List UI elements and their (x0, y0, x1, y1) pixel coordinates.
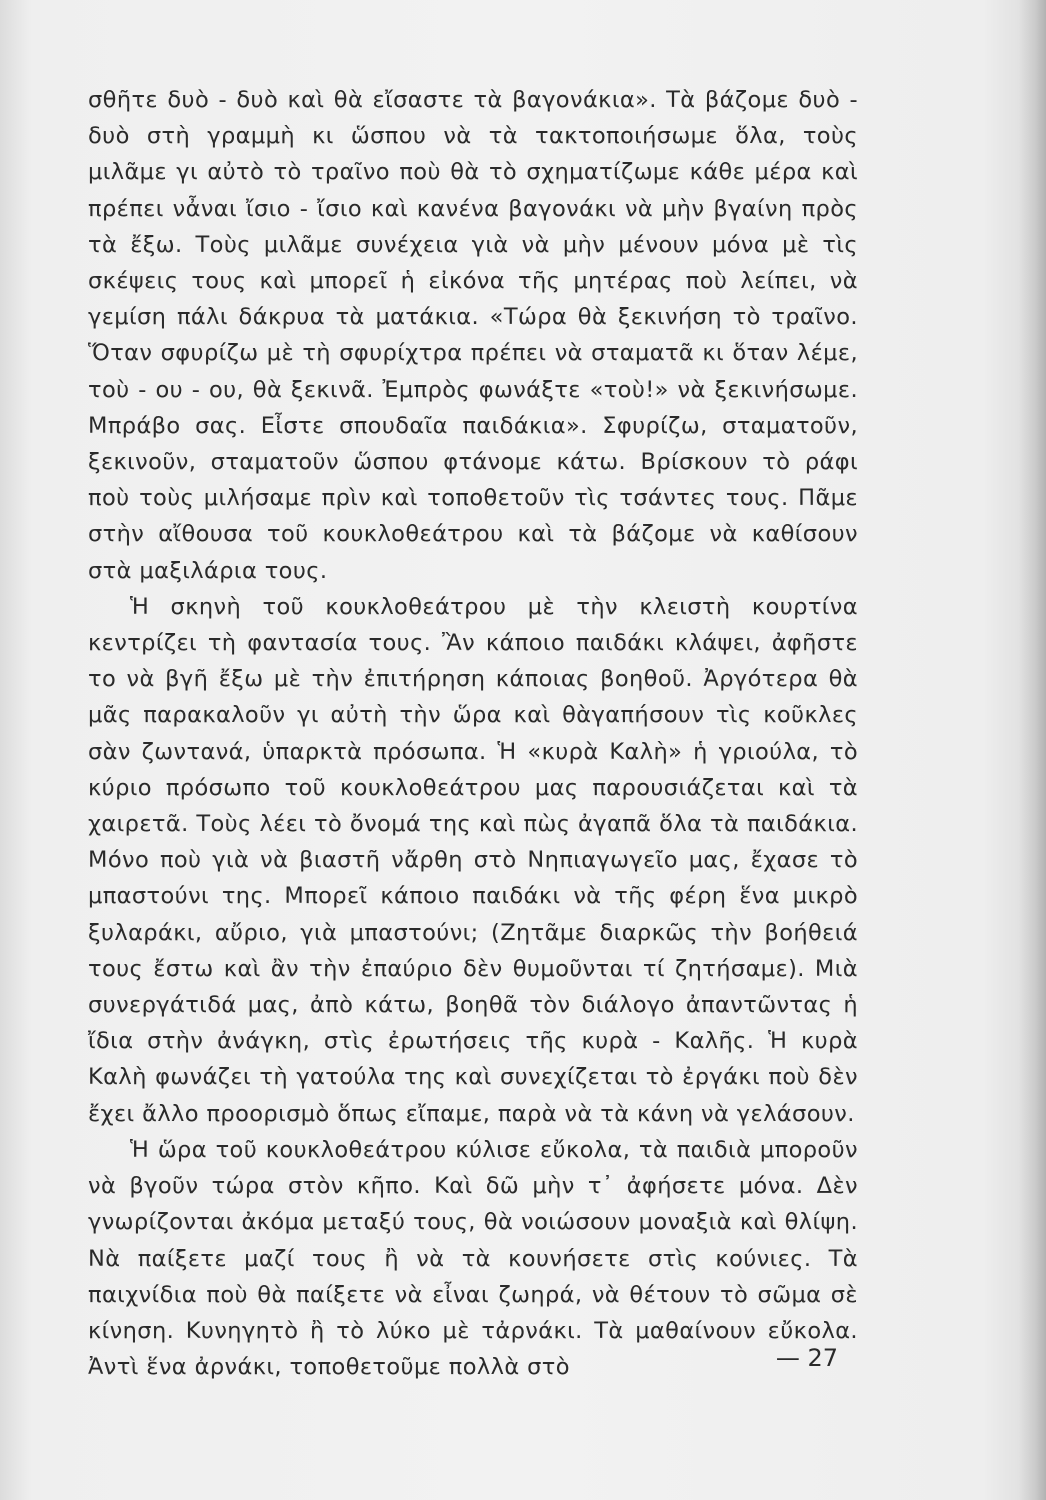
body-text (88, 82, 858, 1385)
paragraph-2: Ἡ σκηνὴ τοῦ κουκλοθεάτρου μὲ τὴν κλειστὴ κουρτίνα κεντρίζει τὴ φαντασία τους. Ἂν κάποιο παιδάκι κλάψει, ἀφῆστε το νὰ βγῆ ἔξω μὲ τὴν ἐπιτήρηση κάποιας βοηθοῦ. Ἀργότερα θὰ μᾶς παρακαλοῦν γι αὐτὴ τὴν ὥρα καὶ θὰγαπήσουν τὶς κοῦκλες σὰν ζωντανά, ὑπαρκτὰ πρόσωπα. Ἡ «κυρὰ Καλὴ» ἡ γριούλα, τὸ κύριο πρόσωπο τοῦ κουκλοθεάτρου μας παρουσιάζεται καὶ τὰ χαιρετᾶ. Τοὺς λέει τὸ ὄνομά της καὶ πὼς ἀγαπᾶ ὅλα τὰ παιδάκια. Μόνο ποὺ γιὰ νὰ βιαστῆ νἄρθη στὸ Νηπιαγωγεῖο μας, ἔχασε τὸ μπαστούνι της. Μπορεῖ κάποιο παιδάκι νὰ τῆς φέρη ἕνα μικρὸ ξυλαράκι, αὔριο, γιὰ μπαστούνι; (Ζητᾶμε διαρκῶς τὴν βοήθειά τους ἔστω καὶ ἂν τὴν ἐπαύριο δὲν θυμοῦνται τί ζητήσαμε). Μιὰ συνεργάτιδά μας, ἀπὸ κάτω, βοηθᾶ τὸν διάλογο ἀπαντῶντας ἡ ἴδια στὴν ἀνάγκη, στὶς ἐρωτήσεις τῆς κυρὰ - Καλῆς. Ἡ κυρὰ Καλὴ φωνάζει τὴ γατούλα της καὶ συνεχίζεται τὸ ἐργάκι ποὺ δὲν ἔχει ἄλλο προορισμὸ ὅπως εἴπαμε, παρὰ νὰ τὰ κάνη νὰ γελάσουν. (88, 593, 858, 1127)
paragraph-3: Ἡ ὥρα τοῦ κουκλοθεάτρου κύλισε εὔκολα, τὰ παιδιὰ μποροῦν νὰ βγοῦν τώρα στὸν κῆπο. Καὶ δῶ μὴν τ᾽ ἀφήσετε μόνα. Δὲν γνωρίζονται ἀκόμα μεταξύ τους, θὰ νοιώσουν μοναξιὰ καὶ θλίψη. Νὰ παίξετε μαζί τους ἢ νὰ τὰ κουνήσετε στὶς κούνιες. Τὰ παιχνίδια ποὺ θὰ παίξετε νὰ εἶναι ζωηρά, νὰ θέτουν τὸ σῶμα σὲ κίνηση. Κυνηγητὸ ἢ τὸ λύκο μὲ τἀρνάκι. Τὰ μαθαίνουν εὔκολα. Ἀντὶ ἕνα ἀρνάκι, τοποθετοῦμε πολλὰ στὸ (88, 1136, 858, 1381)
paragraph-1: σθῆτε δυὸ - δυὸ καὶ θὰ εἴσαστε τὰ βαγονάκια». Τὰ βάζομε δυὸ - δυὸ στὴ γραμμὴ κι ὥσπου νὰ τὰ τακτοποιήσωμε ὅλα, τοὺς μιλᾶμε γι αὐτὸ τὸ τραῖνο ποὺ θὰ τὸ σχηματίζωμε κάθε μέρα καὶ πρέπει νἆναι ἴσιο - ἴσιο καὶ κανένα βαγονάκι νὰ μὴν βγαίνη πρὸς τὰ ἔξω. Τοὺς μιλᾶμε συνέχεια γιὰ νὰ μὴν μένουν μόνα μὲ τὶς σκέψεις τους καὶ μπορεῖ ἡ εἰκόνα τῆς μητέρας ποὺ λείπει, νὰ γεμίση πάλι δάκρυα τὰ ματάκια. «Τώρα θὰ ξεκινήση τὸ τραῖνο. Ὅταν σφυρίζω μὲ τὴ σφυρίχτρα πρέπει νὰ σταματᾶ κι ὅταν λέμε, τοὺ - ου - ου, θὰ ξεκινᾶ. Ἐμπρὸς φωνάξτε «τοὺ!» νὰ ξεκινήσωμε. Μπράβο σας. Εἶστε σπουδαῖα παιδάκια». Σφυρίζω, σταματοῦν, ξεκινοῦν, σταματοῦν ὥσπου φτάνομε κάτω. Βρίσκουν τὸ ράφι ποὺ τοὺς μιλήσαμε πρὶν καὶ τοποθετοῦν τὶς τσάντες τους. Πᾶμε στὴν αἴθουσα τοῦ κουκλοθεάτρου καὶ τὰ βάζομε νὰ καθίσουν στὰ μαξιλάρια τους. (88, 87, 858, 584)
page-number: — 27 (775, 1344, 838, 1372)
page-edge-shadow (1018, 0, 1046, 1500)
